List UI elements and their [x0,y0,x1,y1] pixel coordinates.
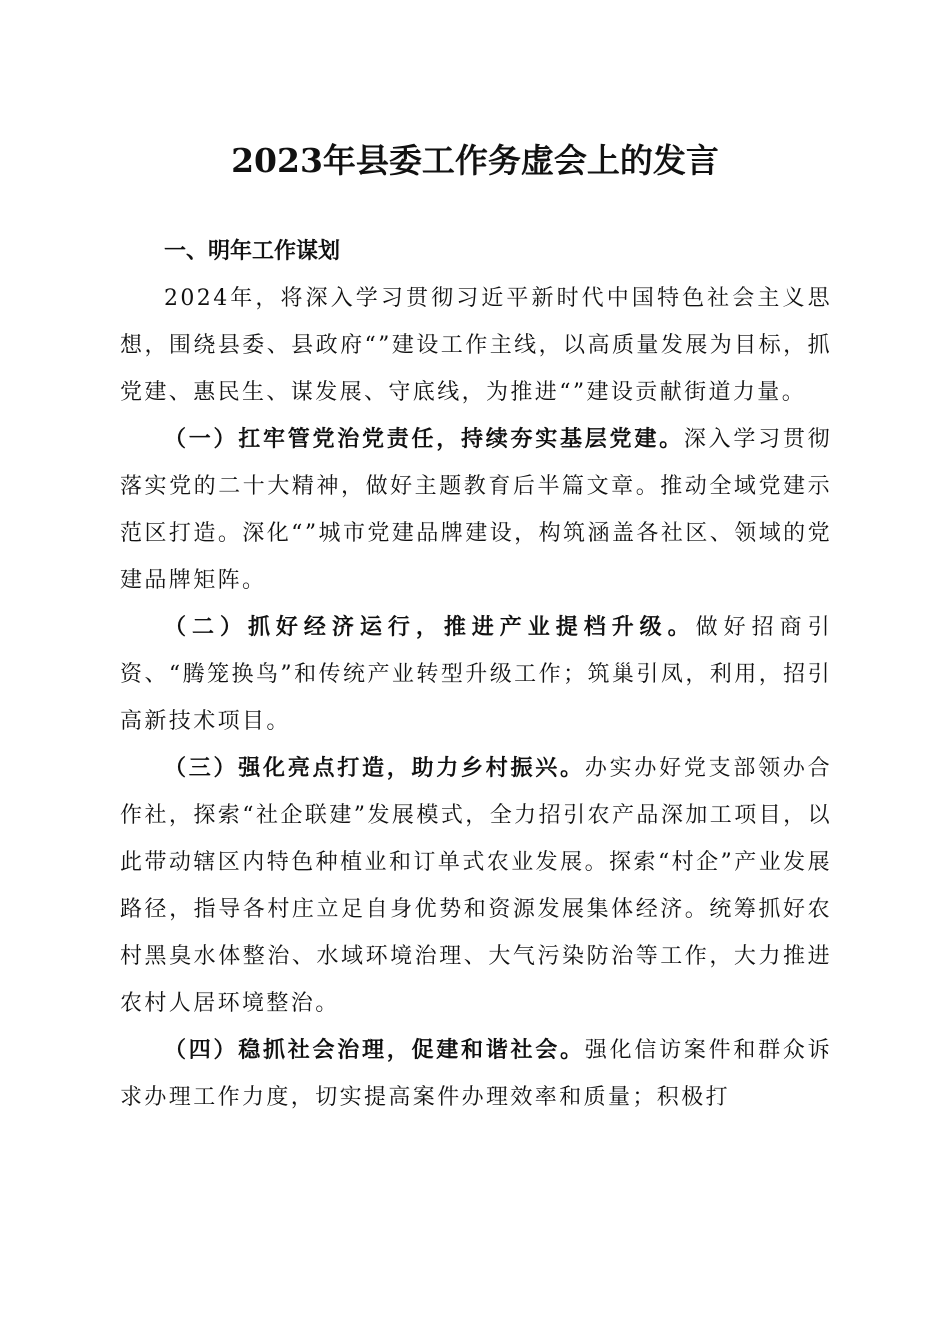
item-paragraph-4 [120,1027,832,1121]
item-paragraph-2 [120,604,832,745]
item-text-3: 办实办好党支部领办合作社，探索“社企联建”发展模式，全力招引农产品深加工项目，以此带动辖区内特色种植业和订单式农业发展。探索“村企”产业发展路径，指导各村庄立足自身优势和资源发展集体经济。统筹抓好农村黑臭水体整治、水域环境治理、大气污染防治等工作，大力推进农村人居环境整治。 [120,756,832,1016]
item-text-2: 做好招商引资、“腾笼换鸟”和传统产业转型升级工作；筑巢引凤，利用，招引高新技术项目。 [120,615,832,734]
item-lead-3: （三）强化亮点打造，助力乡村振兴。 [164,756,585,781]
item-lead-4: （四）稳抓社会治理，促建和谐社会。 [164,1038,585,1063]
item-text-1: 深入学习贯彻落实党的二十大精神，做好主题教育后半篇文章。推动全域党建示范区打造。深化“”城市党建品牌建设，构筑涵盖各社区、领域的党建品牌矩阵。 [120,427,832,593]
item-lead-2: （二）抓好经济运行，推进产业提档升级。 [164,615,696,640]
item-paragraph-3 [120,745,832,1027]
item-text-4: 强化信访案件和群众诉求办理工作力度，切实提高案件办理效率和质量；积极打 [120,1038,832,1110]
section-heading: 一、明年工作谋划 [164,239,341,264]
document-body [120,228,832,1121]
intro-paragraph: 2024年，将深入学习贯彻习近平新时代中国特色社会主义思想，围绕县委、县政府“”建设工作主线，以高质量发展为目标，抓党建、惠民生、谋发展、守底线，为推进“”建设贡献街道力量。 [120,286,832,405]
item-lead-1: （一）扛牢管党治党责任，持续夯实基层党建。 [164,427,684,452]
document-title: 2023年县委工作务虚会上的发言 [231,141,719,180]
item-paragraph-1 [120,416,832,604]
